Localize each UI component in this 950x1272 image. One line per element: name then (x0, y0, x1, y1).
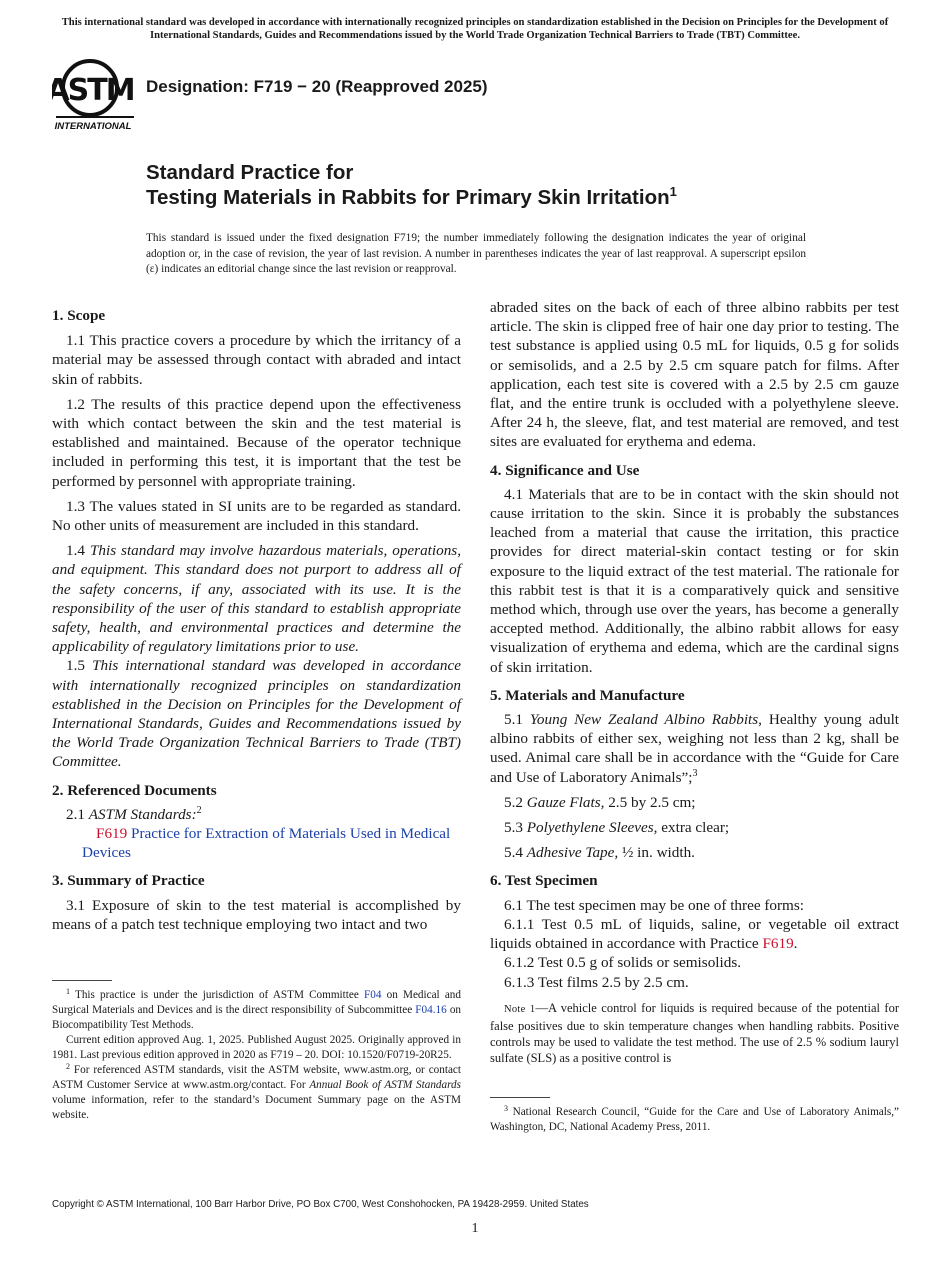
subcommittee-f04-16-link[interactable]: F04.16 (415, 1004, 447, 1016)
paragraph-5-1-label: Young New Zealand Albino Rabbits, (529, 711, 762, 729)
paragraph-5-2-number: 5.2 (504, 793, 523, 811)
footnote-3-mark: 3 (504, 1104, 508, 1113)
footnote-2-italic: Annual Book of ASTM Standards (309, 1079, 461, 1091)
paragraph-1-4-text: This standard may involve hazardous materials, operations, and equipment. This standard does not purport to address all of the safety concerns, if any, associated with its use. It is the responsibility of the user of this standard to establish appropriate safety, health, and environmental practices and determine the applicability of regulatory limitations prior to use. (52, 542, 462, 656)
paragraph-6-1-3: 6.1.3 Test films 2.5 by 2.5 cm. (504, 973, 689, 991)
section-heading-specimen: 6. Test Specimen (490, 872, 598, 890)
reference-f619[interactable] (52, 824, 461, 862)
footnote-1-text-b: on Medical and Surgical Materials and Devices and is the direct responsibility of Subcommittee (52, 989, 461, 1016)
note-1 (490, 1000, 899, 1066)
logo-text: INTERNATIONAL (54, 121, 132, 132)
paragraph-5-1 (490, 710, 899, 787)
paragraph-1-3: 1.3 The values stated in SI units are to be regarded as standard. No other units of measurement are included in this standard. (52, 497, 461, 535)
paragraph-5-4-text: ½ in. width. (621, 844, 695, 862)
paragraph-5-4-label: Adhesive Tape, (526, 844, 619, 862)
paragraph-5-2-label: Gauze Flats, (526, 793, 605, 811)
footnote-2 (52, 1063, 461, 1123)
paragraph-1-1: 1.1 This practice covers a procedure by which the irritancy of a material may be assessed through contact with abraded and intact skin of rabbits. (52, 332, 461, 388)
left-column (52, 306, 461, 934)
reference-title-link[interactable]: Practice for Extraction of Materials Used in Medical Devices (82, 825, 451, 862)
section-heading-significance: 4. Significance and Use (490, 461, 640, 479)
paragraph-6-1-1-text: 6.1.1 Test 0.5 mL of liquids, saline, or vegetable oil extract liquids obtained in accordance with Practice (490, 915, 899, 953)
paragraph-1-4 (52, 541, 461, 656)
footnote-1-text-c: on Biocompatibility Test Methods. (52, 1004, 461, 1031)
footnote-1-mark: 1 (66, 987, 70, 996)
section-heading-referenced-documents: 2. Referenced Documents (52, 781, 217, 799)
paragraph-2-1-label: ASTM Standards: (88, 805, 197, 823)
paragraph-4-1: 4.1 Materials that are to be in contact with the skin should not cause irritation to the skin. Since it is probably the substances leached from a material that cause the irritation, this practice provides for direct material-skin contact testing or for skin exposure to the liquid extract of the test material. The rationale for this rabbit test is that it is a comparatively quick and sensitive method which, through use over the years, has become a generally accepted method. Additionally, the albino rabbit allows for easy visualization of erythema and edema, which are the cardinal signs of skin irritation. (490, 485, 899, 676)
footnote-rule-left (52, 980, 112, 981)
footnotes-right (490, 1105, 899, 1135)
svg-text:ASTM: ASTM (52, 73, 134, 108)
reference-code-link[interactable]: F619 (96, 825, 128, 843)
copyright: Copyright © ASTM International, 100 Barr Harbor Drive, PO Box C700, West Conshohocken, PA 19428-2959. United States (52, 1199, 589, 1210)
astm-logo-icon (52, 58, 134, 132)
paragraph-1-5-text: This international standard was developed in accordance with internationally recognized principles on standardization established in the Decision on Principles for the Development of International Standards, Guides and Recommendations issued by the World Trade Organization Technical Barriers to Trade (TBT) Committee. (52, 657, 462, 771)
footnote-3-text: National Research Council, “Guide for the Care and Use of Laboratory Animals,” Washington, DC, National Academy Press, 2011. (490, 1106, 899, 1133)
paragraph-5-1-number: 5.1 (504, 711, 523, 729)
top-notice: This international standard was developed in accordance with internationally recognized principles on standardization established in the Decision on Principles for the Development of International Standards, Guides and Recommendations issued by the World Trade Organization Technical Barriers to Trade (TBT) Committee. (61, 17, 889, 41)
practice-f619-link[interactable]: F619 (762, 935, 794, 953)
title-line-1: Standard Practice for (146, 161, 354, 184)
paragraph-5-1-text: Healthy young adult albino rabbits of either sex, weighing not less than 2 kg, shall be used. Animal care shall be in accordance with the “Guide for Care and Use of Laboratory Animals”; (490, 711, 900, 786)
section-heading-summary: 3. Summary of Practice (52, 872, 205, 890)
footnote-mark-2: 2 (196, 804, 202, 816)
footnotes-left (52, 988, 461, 1123)
paragraph-6-1-2: 6.1.2 Test 0.5 g of solids or semisolids. (504, 954, 742, 972)
paragraph-6-1-1 (490, 915, 899, 953)
designation: Designation: F719 − 20 (Reapproved 2025) (146, 77, 488, 96)
paragraph-2-1-number: 2.1 (66, 805, 85, 823)
paragraph-5-3-number: 5.3 (504, 819, 523, 837)
footnote-1 (52, 988, 461, 1033)
paragraph-5-2 (490, 793, 899, 812)
paragraph-1-2: 1.2 The results of this practice depend upon the effectiveness with which contact between the skin and the test material is established and maintained. Because of the operator technique included in performing this test, it is important that the test be performed by personnel with appropriate training. (52, 395, 461, 490)
footnote-2-text-a: For referenced ASTM standards, visit the ASTM website, www.astm.org, or contact ASTM Customer Service at www.astm.org/contact. For (52, 1064, 461, 1091)
page-title (146, 160, 677, 210)
paragraph-5-4-number: 5.4 (504, 844, 523, 862)
paragraph-6-1: 6.1 The test specimen may be one of three forms: (504, 896, 805, 914)
committee-f04-link[interactable]: F04 (364, 989, 382, 1001)
section-heading-materials: 5. Materials and Manufacture (490, 686, 685, 704)
paragraph-3-1-part1: 3.1 Exposure of skin to the test material is accomplished by means of a patch test technique employing two intact and two (52, 896, 461, 933)
footnote-2-text-b: volume information, refer to the standard’s Document Summary page on the ASTM website. (52, 1094, 461, 1121)
paragraph-5-2-text: 2.5 by 2.5 cm; (608, 793, 696, 811)
paragraph-1-5-number: 1.5 (66, 657, 85, 675)
footnote-3 (490, 1105, 899, 1135)
footnote-mark-3: 3 (692, 767, 698, 779)
right-column (490, 298, 899, 1066)
paragraph-2-1 (52, 805, 461, 824)
title-line-2 (146, 185, 677, 210)
title-footnote-mark: 1 (669, 184, 677, 199)
footnote-1-text-a: This practice is under the jurisdiction of ASTM Committee (74, 989, 359, 1001)
issue-note: This standard is issued under the fixed designation F719; the number immediately following the designation indicates the year of original adoption or, in the case of revision, the year of last revision. A number in parentheses indicates the year of last reapproval. A superscript epsilon (ε) indicates an editorial change since the last revision or reapproval. (146, 232, 806, 275)
paragraph-1-4-number: 1.4 (66, 542, 85, 560)
footnote-rule-right (490, 1097, 550, 1098)
paragraph-6-1-1-end: . (793, 935, 798, 953)
note-1-label: Note 1 (504, 1003, 536, 1015)
paragraph-5-3-text: extra clear; (661, 819, 730, 837)
footnote-2-mark: 2 (66, 1062, 70, 1071)
paragraph-5-3 (490, 818, 899, 837)
paragraph-5-4 (490, 843, 899, 862)
paragraph-3-1-part2: abraded sites on the back of each of three albino rabbits per test article. The skin is clipped free of hair one day prior to testing. The test substance is applied using 0.5 mL for liquids, 0.5 g for solids or semisolids, and a 2.5 by 2.5 cm square patch for films. After application, each test site is covered with a 2.5 by 2.5 cm gauze flat, and the entire trunk is occluded with a polyethylene sleeve. After 24 h, the sleeve, flat, and test material are removed, and test sites are evaluated for erythema and edema. (490, 299, 899, 451)
edition-note: Current edition approved Aug. 1, 2025. Published August 2025. Originally approved in 1981. Last previous edition approved in 2020 as F719 – 20. DOI: 10.1520/F0719-20R25. (52, 1034, 461, 1061)
note-1-text: —A vehicle control for liquids is required because of the potential for false positives due to skin temperature changes when handling rabbits. Positive controls may be used to validate the test method. The use of 2.5 % sodium lauryl sulfate (SLS) as a positive control is (490, 1000, 899, 1065)
section-heading-scope: 1. Scope (52, 307, 106, 324)
paragraph-5-3-label: Polyethylene Sleeves, (526, 819, 658, 837)
page-number: 1 (471, 1221, 479, 1236)
paragraph-1-5 (52, 656, 461, 771)
title-line-2-text: Testing Materials in Rabbits for Primary Skin Irritation (146, 186, 670, 209)
